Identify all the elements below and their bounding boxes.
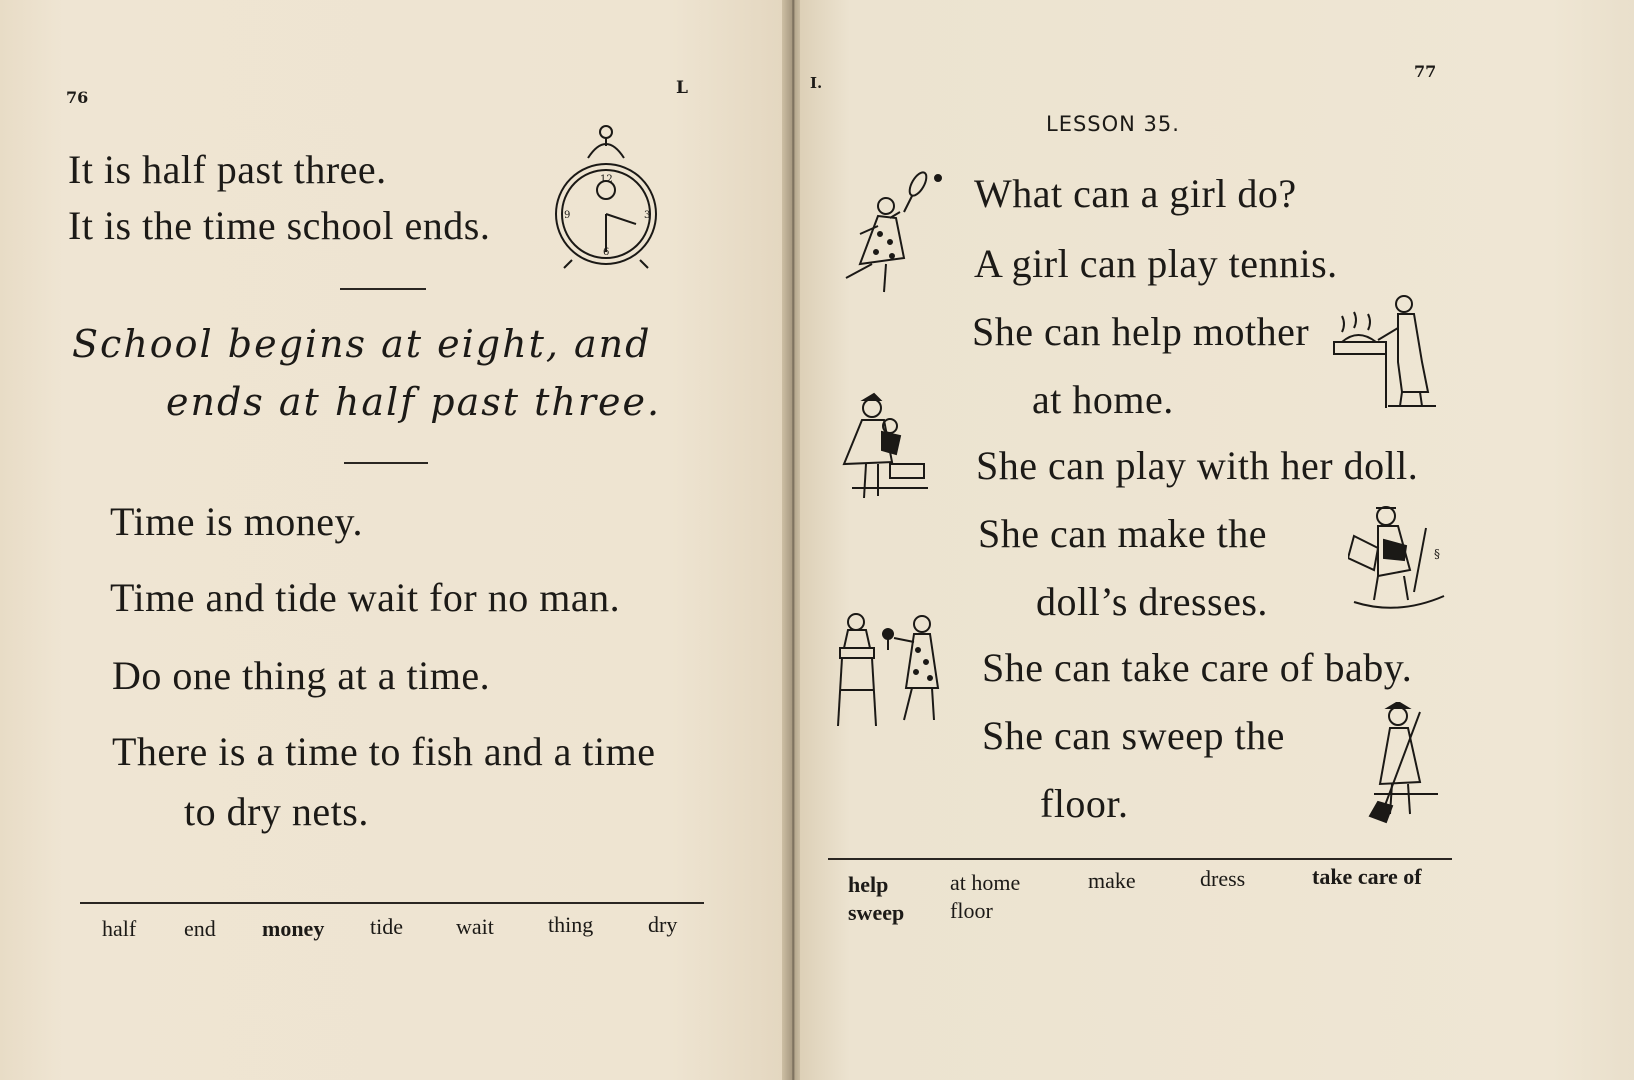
girl-doll-icon [834,392,934,510]
saying-line: Do one thing at a time. [112,653,491,698]
saying-line: There is a time to fish and a time [112,729,656,774]
svg-text:3: 3 [644,210,651,221]
script-line: School begins at eight, and [72,322,652,366]
text-line: It is half past three. [68,147,387,192]
vocab-word: thing [548,912,594,937]
vocab-word: floor [950,898,993,923]
vocab-word: dry [648,912,678,937]
left-page [0,0,790,1080]
vocab-divider [828,858,1452,860]
vocab-word: money [262,916,325,941]
divider [344,462,428,464]
text-line: She can take care of baby. [982,645,1413,690]
vocab-word: at home [950,870,1021,895]
girl-tennis-icon [820,168,944,298]
vocab-word: sweep [848,900,905,925]
section-marker: L [676,78,688,98]
saying-line: Time and tide wait for no man. [110,575,621,620]
vocab-word: half [102,916,137,941]
vocab-word: tide [370,914,403,939]
alarm-clock-icon [550,120,662,270]
girl-baby-icon [834,610,944,730]
girl-cooking-icon [1328,292,1440,410]
text-line: doll’s dresses. [1036,579,1268,624]
vocab-word: dress [1200,866,1246,891]
svg-text:§: § [1434,547,1440,561]
vocab-word: wait [456,914,494,939]
vocab-word: help [848,872,889,897]
saying-line: Time is money. [110,499,363,544]
girl-sweeping-icon [1364,702,1444,832]
section-marker: I. [810,74,823,92]
lesson-title: LESSON 35. [1046,112,1180,136]
text-line: She can make the [978,511,1267,556]
text-line: at home. [1032,377,1174,422]
text-line: She can sweep the [982,713,1285,758]
right-page [800,0,1634,1080]
script-line: ends at half past three. [166,380,662,424]
page-number: 77 [1414,62,1437,81]
vocab-word: take care of [1312,864,1422,889]
text-line: What can a girl do? [974,171,1297,216]
vocab-word: end [184,916,216,941]
text-line: She can help mother [972,309,1310,354]
vocab-word: make [1088,868,1136,893]
saying-line: to dry nets. [184,789,369,834]
text-line: She can play with her doll. [976,443,1419,488]
text-line: It is the time school ends. [68,203,491,248]
girl-sewing-icon [1348,500,1448,618]
vocab-divider [80,902,704,904]
page-number: 76 [66,88,89,107]
text-line: A girl can play tennis. [974,241,1338,286]
divider [340,288,426,290]
text-line: floor. [1040,781,1129,826]
svg-text:9: 9 [564,210,571,221]
svg-text:12: 12 [600,174,613,185]
svg-text:6: 6 [603,247,610,258]
